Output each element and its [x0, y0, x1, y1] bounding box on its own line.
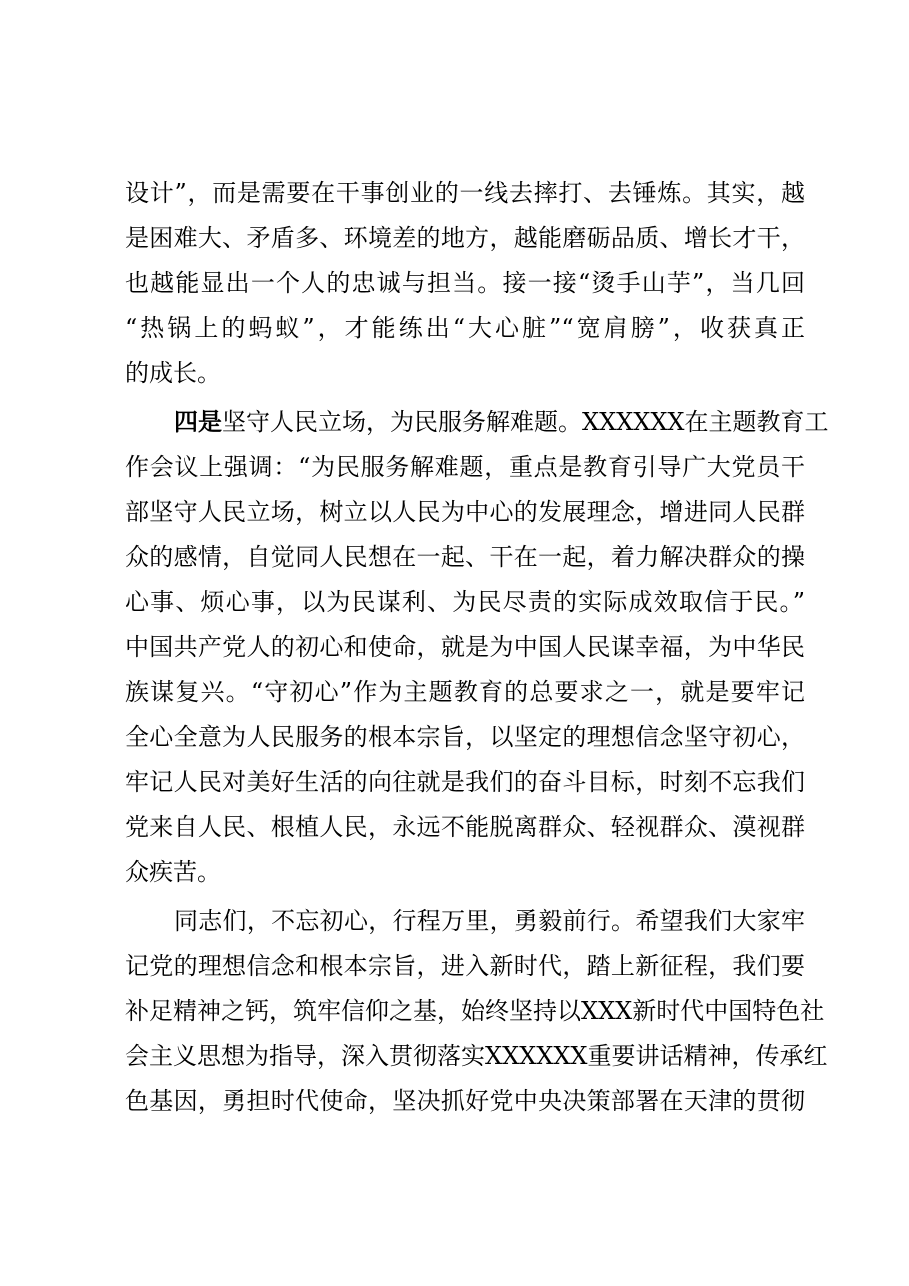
paragraph-2-line-8: 全心全意为人民服务的根本宗旨，以坚定的理想信念坚守初心，	[125, 723, 805, 751]
paragraph-2-line-5: 心事、烦心事，以为民谋利、为民尽责的实际成效取信于民。”	[125, 588, 805, 616]
paragraph-2-line-6: 中国共产党人的初心和使命，就是为中国人民谋幸福，为中华民	[125, 633, 805, 661]
paragraph-1-line-4: “热锅上的蚂蚁”，才能练出“大心脏”“宽肩膀”，收获真正	[125, 314, 805, 342]
paragraph-2-line-4: 众的感情，自觉同人民想在一起、干在一起，着力解决群众的操	[125, 543, 805, 571]
paragraph-1-line-1: 设计”，而是需要在干事创业的一线去摔打、去锤炼。其实，越	[125, 179, 805, 207]
paragraph-2-line-2: 作会议上强调：“为民服务解难题，重点是教育引导广大党员干	[125, 453, 805, 481]
paragraph-3-line-3: 补足精神之钙，筑牢信仰之基，始终坚持以XXX新时代中国特色社	[125, 997, 825, 1025]
paragraph-3-line-5: 色基因，勇担时代使命，坚决抓好党中央决策部署在天津的贯彻	[125, 1087, 805, 1115]
paragraph-1-line-2: 是困难大、矛盾多、环境差的地方，越能磨砺品质、增长才干，	[125, 224, 805, 252]
paragraph-2-line-11: 众疾苦。	[125, 858, 221, 886]
paragraph-2-line-10: 党来自人民、根植人民，永远不能脱离群众、轻视群众、漠视群	[125, 813, 805, 841]
paragraph-2-line-3: 部坚守人民立场，树立以人民为中心的发展理念，增进同人民群	[125, 498, 805, 526]
paragraph-2-line-7: 族谋复兴。“守初心”作为主题教育的总要求之一，就是要牢记	[125, 678, 805, 706]
paragraph-1-line-5: 的成长。	[125, 359, 221, 387]
paragraph-2-line-9: 牢记人民对美好生活的向往就是我们的奋斗目标，时刻不忘我们	[125, 768, 805, 796]
paragraph-2-line-1-text: 坚守人民立场，为民服务解难题。XXXXXX在主题教育工	[222, 408, 829, 436]
paragraph-3-line-1: 同志们，不忘初心，行程万里，勇毅前行。希望我们大家牢	[174, 907, 805, 935]
paragraph-2-lead: 四是	[174, 407, 222, 436]
paragraph-3-line-2: 记党的理想信念和根本宗旨，进入新时代，踏上新征程，我们要	[125, 952, 805, 980]
paragraph-1-line-3: 也越能显出一个人的忠诚与担当。接一接“烫手山芋”，当几回	[125, 269, 805, 297]
paragraph-3-line-4: 会主义思想为指导，深入贯彻落实XXXXXX重要讲话精神，传承红	[125, 1042, 828, 1070]
paragraph-2-line-1	[174, 400, 829, 444]
